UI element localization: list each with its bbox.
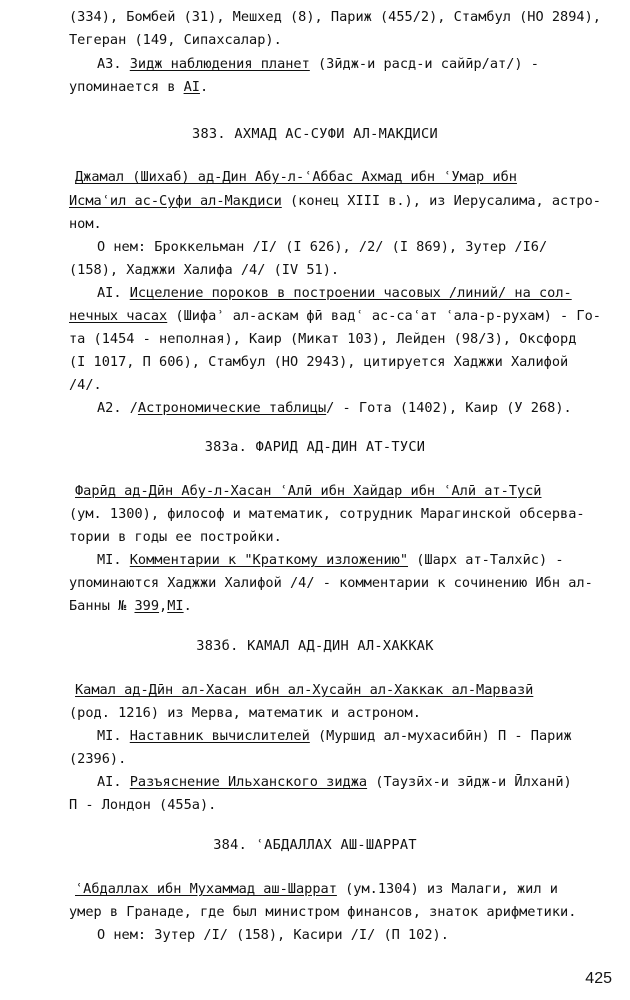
text-fragment: (конец XIII в.), из Иерусалима, астро- [281, 193, 601, 209]
cross-reference: MI [167, 598, 184, 614]
text-fragment: упоминается в [69, 79, 184, 95]
text-line [69, 78, 208, 96]
work-transliteration: (Шарх ат-Талхӣс) - [408, 552, 564, 568]
text-line [97, 773, 572, 791]
work-transliteration: (Муршид ал-мухасибӣн) П - Париж [309, 728, 572, 744]
author-name: Фарӣд ад-Дӣн Абу-л-Хасан ʿАлӣ ибн Хайдар ибн ʿАлӣ ат-Тусӣ [75, 483, 542, 499]
text-line [69, 597, 192, 615]
text-line: (2396). [69, 751, 127, 767]
text-line: (род. 1216) из Мерва, математик и астроном. [69, 705, 421, 721]
text-fragment: . [183, 598, 192, 614]
text-fragment: , [159, 598, 168, 614]
text-line [97, 284, 572, 302]
text-line [97, 551, 564, 569]
text-line: упоминаются Хаджжи Халифой /4/ - комментарии к сочинению Ибн ал- [69, 575, 593, 591]
item-number: A3. [97, 56, 130, 72]
item-number: A2. / [97, 400, 138, 416]
text-line: тории в годы ее постройки. [69, 529, 282, 545]
work-transliteration: (Таузӣх-и зӣдж-и Ӣлханӣ) [367, 774, 572, 790]
item-number: MI. [97, 728, 130, 744]
work-title: Разъяснение Ильханского зиджа [129, 774, 368, 790]
item-number: AI. [97, 774, 130, 790]
work-title: Астрономические таблицы [137, 400, 327, 416]
work-title: Зидж наблюдения планет [129, 56, 310, 72]
work-transliteration: (Зӣдж-и расд-и сайӣр/ат/) - [309, 56, 539, 72]
entry-heading: 383б. КАМАЛ АД-ДИН АЛ-ХАККАК [196, 638, 434, 654]
text-fragment: / - Гота (1402), Каир (У 268). [326, 400, 572, 416]
text-fragment: . [199, 79, 209, 95]
text-line: умер в Гранаде, где был министром финансов, знаток арифметики. [69, 904, 577, 920]
text-line [75, 880, 558, 898]
text-line: (334), Бомбей (31), Мешхед (8), Париж (455/2), Стамбул (НО 2894), [69, 9, 601, 25]
work-title: Наставник вычислителей [129, 728, 310, 744]
author-name: Джамал (Шихаб) ад-Дин Абу-л-ʿАббас Ахмад ибн ʿУмар ибн [75, 169, 517, 185]
entry-heading: 384. ʿАБДАЛЛАХ АШ-ШАРРАТ [213, 837, 417, 853]
text-line: П - Лондон (455а). [69, 797, 217, 813]
text-line: О нем: Броккельман /I/ (I 626), /2/ (I 869), Зутер /I6/ [97, 239, 548, 255]
work-title: нечных часах [69, 308, 168, 324]
text-line [97, 55, 539, 73]
author-name: ʿАбдаллах ибн Мухаммад аш-Шаррат [75, 881, 337, 897]
item-number: AI. [97, 285, 130, 301]
text-line [69, 307, 601, 325]
work-title: Исцеление пороков в построении часовых /линий/ на сол- [129, 285, 572, 301]
text-line [69, 192, 601, 210]
work-transliteration: (Шифаʾ ал-аскам фӣ вадʿ ас-саʿат ʿала-р-рухам) - Го- [167, 308, 601, 324]
text-line: Тегеран (149, Сипахсалар). [69, 32, 282, 48]
work-title: Комментарии к "Краткому изложению" [129, 552, 409, 568]
text-line: (I 1017, П 606), Стамбул (НО 2943), цитируется Хаджжи Халифой [69, 354, 569, 370]
text-line [97, 399, 572, 417]
text-line: /4/. [69, 377, 102, 393]
text-line [97, 727, 572, 745]
text-line: (158), Хаджжи Халифа /4/ (IV 51). [69, 262, 340, 278]
author-name: Исмаʿил ас-Суфи ал-Макдиси [69, 193, 282, 209]
page-number: 425 [585, 970, 612, 987]
entry-heading: 383а. ФАРИД АД-ДИН АТ-ТУСИ [204, 439, 426, 455]
author-name: Камал ад-Дӣн ал-Хасан ибн ал-Хусайн ал-Хаккак ал-Марвазӣ [75, 682, 534, 698]
item-number: MI. [97, 552, 130, 568]
text-line: та (1454 - неполная), Каир (Микат 103), Лейден (98/3), Оксфорд [69, 331, 577, 347]
text-line: ном. [69, 216, 102, 232]
entry-heading: 383. АХМАД АС-СУФИ АЛ-МАКДИСИ [191, 126, 439, 142]
text-line: (ум. 1300), философ и математик, сотрудник Марагинской обсерва- [69, 506, 585, 522]
text-line: О нем: Зутер /I/ (158), Касири /I/ (П 102). [97, 927, 449, 943]
text-fragment: Банны № [69, 598, 135, 614]
cross-reference: 399 [134, 598, 160, 614]
cross-reference: AI [183, 79, 200, 95]
text-fragment: (ум.1304) из Малаги, жил и [336, 881, 558, 897]
